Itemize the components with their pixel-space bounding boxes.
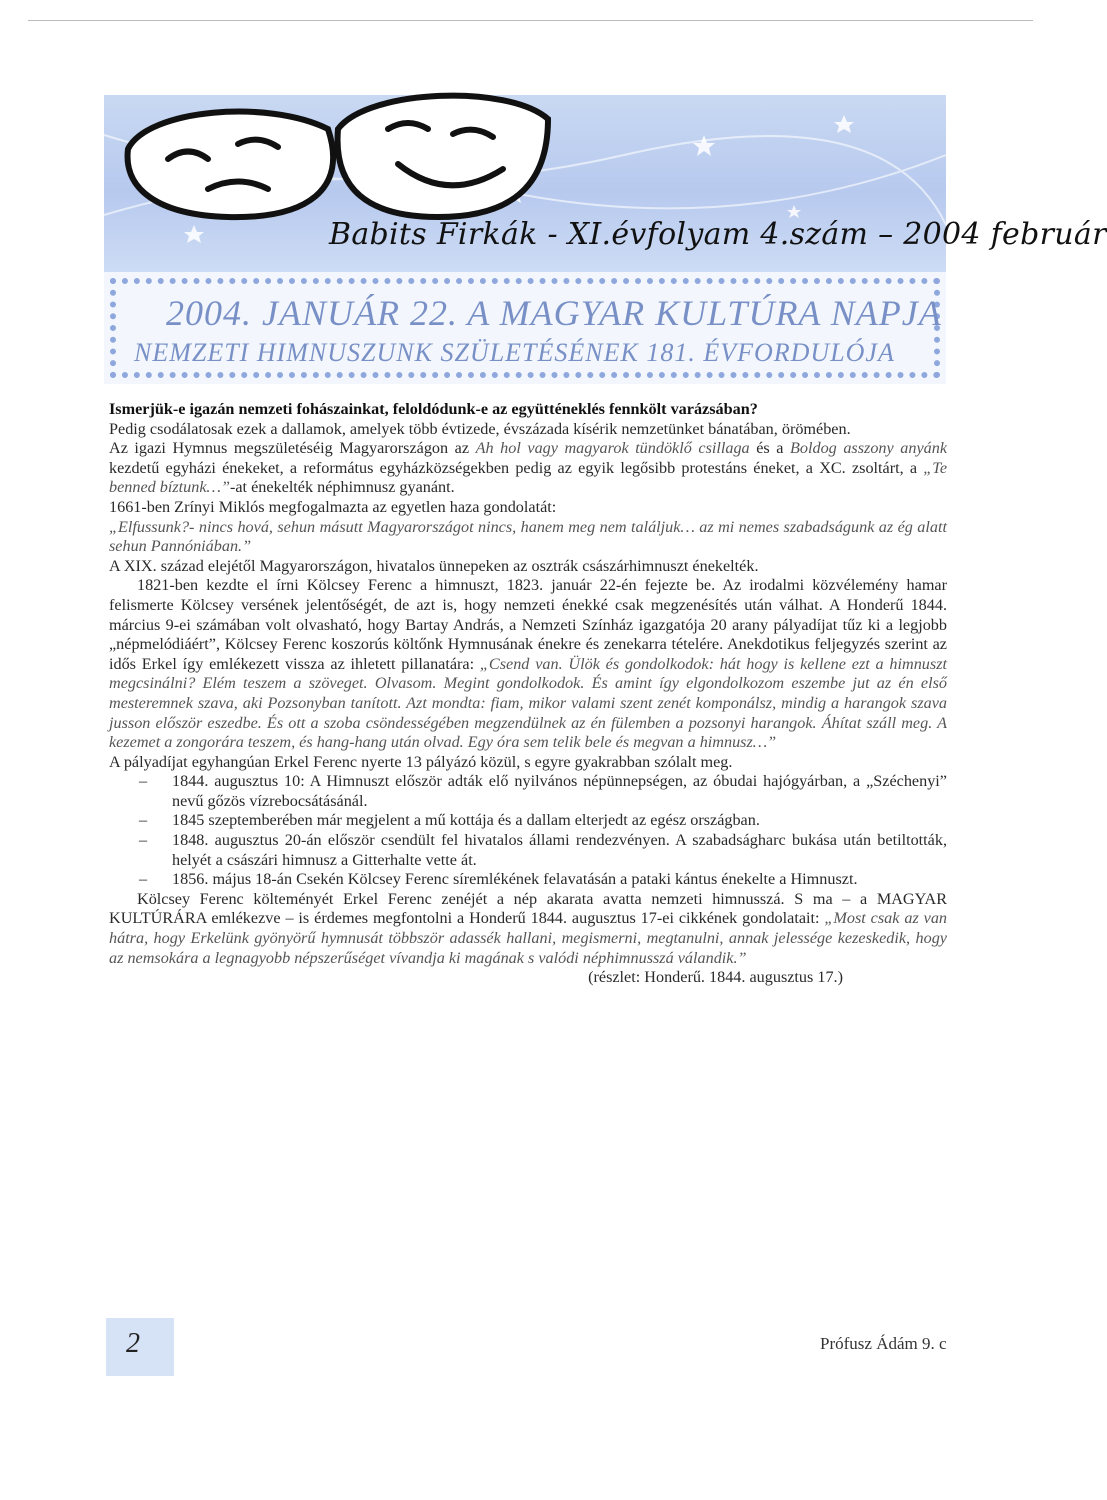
page-number-box (106, 1318, 174, 1376)
list-item (109, 772, 947, 811)
text-span: 1821-ben kezdte el írni Kölcsey Ferenc a himnuszt, 1823. január 22-én fejezte be. Az irodalmi közvélemény hamar felismerte Kölcsey versének jelentőségét, de azt is, hogy nemzeti énekké csak megzenésítés után válhat. A Honderű 1844. március 9-ei számában volt olvasható, hogy Bartay András, a Nemzeti Színház igazgatója 20 arany pályadíjat tűz ki a legjobb „népmelódiáért”, Kölcsey Ferenc koszorús költőnk Hymnusának énekre és zenekarra tételére. Anekdotikus feljegyzés szerint az idős Erkel így emlékezett vissza az ihletett pillanatára: (109, 576, 947, 673)
dash-bullet: – (139, 870, 148, 889)
list-item-text: 1845 szeptemberében már megjelent a mű kottája és a dallam elterjedt az egész országban. (172, 811, 760, 830)
paragraph-3: 1661-ben Zrínyi Miklós megfogalmazta az egyetlen haza gondolatát: (109, 497, 557, 516)
paragraph-7 (109, 890, 947, 968)
headline-line1: 2004. JANUÁR 22. A MAGYAR KULTÚRA NAPJA (166, 293, 942, 333)
paragraph-6: A pályadíjat egyhangúan Erkel Ferenc nyerte 13 pályázó közül, s egyre gyakrabban szólalt meg. (109, 752, 733, 771)
song-title: „Te benned bíztunk…” (109, 458, 947, 497)
list-item-text: 1848. augusztus 20-án először csendült fel hivatalos állami rendezvényen. A szabadságharc bukása után betiltották, helyét a császári himnusz a Gitterhalte vette át. (172, 831, 947, 869)
list-item (109, 870, 947, 890)
timeline-list (109, 772, 947, 890)
header-banner (104, 95, 1107, 272)
source-credit: (részlet: Honderű. 1844. augusztus 17.) (588, 968, 843, 987)
song-title: Ah hol vagy magyarok tündöklő csillaga (475, 439, 750, 458)
text-span: kezdetű egyházi énekeket, a református egyházközségekben pedig az egyik legősibb protestáns éneket, a XC. zsoltárt, a (109, 458, 924, 477)
paragraph-2 (109, 439, 947, 498)
quote-text: „Elfussunk?- nincs hová, sehun másutt Magyarországot nincs, hanem meg nem találjuk… az mi nemes szabadságunk az ég alatt sehun Pannóniában.” (109, 517, 947, 556)
paragraph-1: Pedig csodálatosak ezek a dallamok, amelyek több évtizede, évszázada kísérik nemzetünket bánatában, örömében. (109, 419, 851, 438)
headline-box (104, 272, 946, 384)
lead-paragraph: Ismerjük-e igazán nemzeti fohászainkat, feloldódunk-e az együtténeklés fennkölt varázsában? (109, 400, 758, 418)
text-span: -at énekelték néphimnusz gyanánt. (229, 478, 455, 497)
article-body (109, 400, 947, 988)
author-name: Prófusz Ádám 9. c (820, 1334, 947, 1353)
theatre-masks-icon (108, 89, 548, 219)
erkel-quote: „Csend van. Ülök és gondolkodok: hát hogy is kellene ezt a himnuszt megcsinálni? Elém teszem a szöveget. Olvasom. Megint gondolkodok. És amint így elgondolkozom eszembe jut az én első mesteremnek szava, aki Pozsonyban tanított. Azt mondta: fiam, mikor valami szent zenét komponálsz, mindig a harangok szava jusson először eszedbe. És ott a szoba csöndességében megzendülnek az én fülemben a pozsonyi harangok. Áhítat száll meg. A kezemet a zongorára teszem, és hang-hang után olvad. Egy óra sem telik bele és megvan a himnusz…” (109, 654, 947, 752)
headline-line2: NEMZETI HIMNUSZUNK SZÜLETÉSÉNEK 181. ÉVFORDULÓJA (134, 338, 895, 367)
dash-bullet: – (139, 831, 148, 850)
text-span: Kölcsey Ferenc költeményét Erkel Ferenc zenéjét a nép akarata avatta nemzeti himnusszá. S ma – a MAGYAR KULTÚRÁRA emlékezve – is érdemes megfontolni a Honderű 1844. augusztus 17-ei cikkének gondolatait: (109, 889, 947, 928)
page-number: 2 (126, 1328, 140, 1359)
zrinyi-quote (109, 518, 947, 557)
list-item-text: 1856. május 18-án Csekén Kölcsey Ferenc síremlékének felavatásán a pataki kántus énekelte a Himnuszt. (172, 870, 858, 889)
dash-bullet: – (139, 772, 148, 791)
dash-bullet: – (139, 811, 148, 830)
list-item (109, 811, 947, 831)
song-title: Boldog asszony anyánk (790, 439, 948, 458)
list-item (109, 831, 947, 870)
text-span: Az igazi Hymnus megszületéséig Magyarországon az (109, 439, 476, 458)
issue-line: Babits Firkák - XI.évfolyam 4.szám – 2004 február (329, 217, 1107, 252)
top-rule (28, 20, 1033, 21)
paragraph-4: A XIX. század elejétől Magyarországon, hivatalos ünnepeken az osztrák császárhimnuszt énekelték. (109, 556, 759, 575)
honderu-quote: „Most csak az van hátra, hogy Erkelünk gyönyörű hymnusát többször adassék hallani, megismerni, megtanulni, annak jelessége kezeskedik, hogy az nemsokára a legnagyobb népszerűséget vívandja ki magának s valódi néphimnusszá válandik.” (109, 909, 948, 967)
text-span: és a (749, 439, 791, 458)
list-item-text: 1844. augusztus 10: A Himnuszt először adták elő nyilvános népünnepségen, az óbudai hajógyárban, a „Széchenyi” nevű gőzös vízrebocsátásánál. (172, 772, 947, 810)
paragraph-5 (109, 576, 947, 752)
